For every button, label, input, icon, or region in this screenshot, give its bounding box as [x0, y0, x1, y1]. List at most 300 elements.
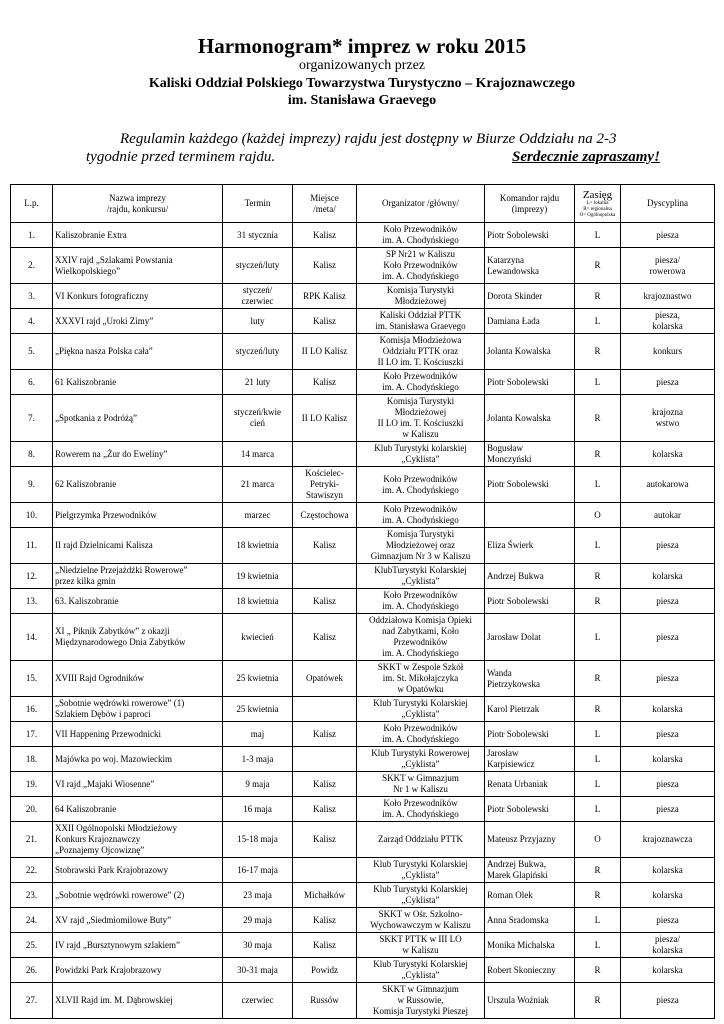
commander-cell [485, 614, 575, 661]
scope-cell [575, 661, 621, 697]
event-name-cell-text: 63. Kaliszobranie [55, 595, 119, 606]
organizer-cell [357, 564, 485, 589]
commander-cell-text: Jolanta Kowalska [487, 412, 551, 423]
place-cell [293, 908, 357, 933]
commander-cell-text: Piotr Sobolewski [487, 803, 549, 814]
discipline-cell-text: piesza [656, 229, 679, 240]
organizer-cell [357, 858, 485, 883]
scope-cell-text: R [594, 346, 601, 356]
organizer-cell-text: Klub Turystyki Rowerowej „Cyklista” [371, 748, 470, 769]
event-name-cell [53, 442, 223, 467]
discipline-cell [621, 797, 715, 822]
event-name-cell [53, 908, 223, 933]
organizer-cell [357, 370, 485, 395]
column-header-term: Termin [223, 185, 293, 223]
scope-cell-text: L [594, 376, 601, 387]
scope-cell-text: L [594, 229, 601, 240]
commander-cell [485, 858, 575, 883]
term-cell [223, 722, 293, 747]
discipline-cell [621, 334, 715, 370]
place-cell [293, 442, 357, 467]
term-cell-text: styczeń/luty [235, 260, 280, 270]
place-cell [293, 248, 357, 284]
discipline-cell-text: kolarska [652, 753, 683, 764]
scope-cell-text: L [594, 914, 601, 925]
column-header-discipline: Dyscyplina [621, 185, 715, 223]
organizer-cell-text: Koło Przewodników im. A. Chodyńskiego [382, 224, 459, 245]
event-name-cell-text: XXIV rajd „Szlakami Powstania Wielkopolskiego” [55, 254, 173, 276]
place-cell [293, 334, 357, 370]
events-schedule-table [10, 184, 715, 1019]
scope-cell-text: L [594, 803, 601, 814]
place-cell-text: Kalisz [313, 803, 336, 814]
event-name-cell [53, 747, 223, 772]
discipline-cell-text: konkurs [653, 346, 682, 356]
event-name-cell-text: „Piękna nasza Polska cała” [55, 346, 153, 356]
commander-cell-text: Robert Skonieczny [487, 964, 556, 975]
organizer-cell [357, 334, 485, 370]
scope-cell [575, 797, 621, 822]
term-cell-text: 23 maja [243, 889, 272, 900]
commander-cell-text: Karol Pietrzak [487, 703, 540, 714]
commander-cell [485, 722, 575, 747]
place-cell [293, 697, 357, 722]
lp-cell [11, 772, 53, 797]
lp-cell-text: 21. [25, 834, 38, 844]
scope-cell-text: R [594, 995, 601, 1005]
lp-cell-text: 16. [25, 703, 38, 714]
commander-cell-text: Damiana Łada [487, 315, 540, 326]
commander-cell [485, 983, 575, 1019]
column-header-name: Nazwa imprezy /rajdu, konkursu/ [53, 185, 223, 223]
table-row [11, 442, 715, 467]
lp-cell-text: 13. [25, 595, 38, 606]
table-row [11, 467, 715, 503]
commander-cell [485, 395, 575, 442]
place-cell-text: Kalisz [313, 315, 336, 326]
organizer-cell [357, 309, 485, 334]
event-name-cell-text: Rowerem na „Żur do Eweliny” [55, 448, 168, 459]
organizer-cell [357, 822, 485, 858]
place-cell [293, 564, 357, 589]
lp-cell-text: 17. [25, 728, 38, 739]
commander-cell-text: Wanda Pietrzykowska [487, 667, 540, 689]
term-cell [223, 309, 293, 334]
organizer-cell-text: Oddziałowa Komisja Opieki nad Zabytkami, Koło Przewodników im. A. Chodyńskiego [369, 615, 472, 658]
term-cell [223, 983, 293, 1019]
lp-cell [11, 589, 53, 614]
organizer-cell-text: Komisja Turystyki Młodzieżowej oraz Gimnazjum Nr 3 w Kaliszu [370, 529, 471, 561]
place-cell-text: Kalisz [313, 914, 336, 925]
organizer-cell-text: Koło Przewodników im. A. Chodyńskiego [382, 371, 459, 392]
organizer-cell-text: Klub Turystyki Kolarskiej „Cyklista” [373, 859, 468, 880]
organizer-cell-text: Klub Turystyki Kolarskiej „Cyklista” [373, 959, 468, 980]
event-name-cell [53, 467, 223, 503]
term-cell-text: marzec [244, 509, 271, 520]
discipline-cell [621, 883, 715, 908]
event-name-cell-text: Kaliszobranie Extra [55, 229, 127, 240]
event-name-cell [53, 309, 223, 334]
lp-cell-text: 23. [25, 889, 38, 900]
scope-cell [575, 589, 621, 614]
commander-cell [485, 503, 575, 528]
organizer-cell-text: Kaliski Oddział PTTK im. Stanisława Graevego [375, 310, 466, 331]
organizer-cell-text: Klub Turystyki kolarskiej „Cyklista” [374, 443, 467, 464]
commander-cell [485, 772, 575, 797]
commander-cell-text: Piotr Sobolewski [487, 595, 549, 606]
scope-cell [575, 697, 621, 722]
event-name-cell-text: XXXVI rajd „Uroki Zimy” [55, 315, 154, 326]
organizer-cell [357, 983, 485, 1019]
lp-cell-text: 24. [25, 914, 38, 925]
event-name-cell [53, 503, 223, 528]
organizer-cell-text: Koło Przewodników im. A. Chodyńskiego [382, 504, 459, 525]
discipline-cell [621, 908, 715, 933]
table-row [11, 858, 715, 883]
event-name-cell [53, 528, 223, 564]
lp-cell [11, 908, 53, 933]
event-name-cell-text: IV rajd „Bursztynowym szlakiem” [55, 939, 181, 950]
event-name-cell-text: 62 Kaliszobranie [55, 479, 117, 489]
organizer-cell-text: Klub Turystyki Kolarskiej „Cyklista” [373, 698, 468, 719]
term-cell-text: 16-17 maja [237, 864, 278, 875]
place-cell-text: Michałków [304, 889, 345, 900]
lp-cell [11, 958, 53, 983]
scope-cell [575, 908, 621, 933]
lp-cell [11, 747, 53, 772]
document-subtitle: organizowanych przez [298, 58, 426, 73]
scope-cell [575, 223, 621, 248]
scope-cell-text: L [594, 315, 601, 326]
lp-cell-text: 6. [28, 376, 35, 387]
place-cell [293, 395, 357, 442]
organization-patron: im. Stanisława Graevego [287, 93, 437, 108]
event-name-cell [53, 284, 223, 309]
discipline-cell-text: piesza [656, 595, 679, 606]
lp-cell-text: 26. [25, 964, 38, 975]
place-cell [293, 614, 357, 661]
scope-cell-text: R [594, 570, 601, 581]
lp-cell-text: 9. [28, 479, 35, 489]
discipline-cell [621, 983, 715, 1019]
term-cell [223, 528, 293, 564]
place-cell-text: Kalisz [313, 728, 336, 739]
discipline-cell-text: autokar [654, 509, 681, 520]
term-cell-text: maj [250, 728, 265, 739]
discipline-cell [621, 722, 715, 747]
lp-cell [11, 467, 53, 503]
scope-cell-text: R [594, 673, 601, 683]
term-cell [223, 958, 293, 983]
organizer-cell [357, 797, 485, 822]
commander-cell [485, 908, 575, 933]
lp-cell-text: 11. [26, 540, 37, 550]
discipline-cell [621, 442, 715, 467]
event-name-cell [53, 395, 223, 442]
lp-cell [11, 983, 53, 1019]
scope-cell-text: R [594, 290, 601, 301]
commander-cell-text: Roman Olek [487, 889, 533, 900]
table-row [11, 248, 715, 284]
term-cell-text: 25 kwietnia [236, 673, 279, 683]
column-header-place: Miejsce /meta/ [293, 185, 357, 223]
event-name-cell-text: XI „ Piknik Zabytków” z okazji Międzynarodowego Dnia Zabytków [55, 626, 186, 647]
term-cell [223, 564, 293, 589]
term-cell [223, 395, 293, 442]
lp-cell-text: 10. [25, 509, 38, 520]
organizer-cell [357, 614, 485, 661]
term-cell [223, 614, 293, 661]
place-cell [293, 309, 357, 334]
scope-cell-text: R [594, 964, 601, 975]
table-row [11, 661, 715, 697]
table-row [11, 309, 715, 334]
term-cell-text: kwiecień [241, 631, 274, 642]
lp-cell-text: 20. [25, 803, 38, 814]
commander-cell [485, 284, 575, 309]
event-name-cell [53, 223, 223, 248]
table-row [11, 722, 715, 747]
event-name-cell [53, 958, 223, 983]
commander-cell-text: Piotr Sobolewski [487, 376, 549, 387]
event-name-cell [53, 248, 223, 284]
scope-cell [575, 858, 621, 883]
place-cell-text: Russów [310, 995, 339, 1005]
commander-cell [485, 747, 575, 772]
event-name-cell [53, 933, 223, 958]
table-row [11, 797, 715, 822]
commander-cell-text: Renata Urbaniak [487, 778, 548, 789]
discipline-cell-text: kolarska [652, 570, 683, 581]
scope-cell [575, 334, 621, 370]
organizer-cell [357, 589, 485, 614]
scope-header-label: Zasięg [582, 188, 613, 201]
lp-cell [11, 309, 53, 334]
discipline-cell-text: piesza [656, 914, 679, 925]
discipline-cell [621, 933, 715, 958]
term-cell [223, 284, 293, 309]
scope-cell [575, 747, 621, 772]
lp-cell [11, 334, 53, 370]
document-title: Harmonogram* imprez w roku 2015 [197, 34, 527, 58]
commander-cell [485, 564, 575, 589]
place-cell [293, 223, 357, 248]
table-row [11, 503, 715, 528]
table-row [11, 370, 715, 395]
event-name-cell-text: „Niedzielne Przejażdżki Rowerowe” przez kilka gmin [55, 565, 188, 586]
lp-cell [11, 883, 53, 908]
place-cell [293, 858, 357, 883]
place-cell [293, 528, 357, 564]
lp-cell [11, 797, 53, 822]
place-cell [293, 772, 357, 797]
term-cell [223, 822, 293, 858]
discipline-cell-text: piesza [656, 631, 679, 642]
scope-cell [575, 370, 621, 395]
place-cell [293, 747, 357, 772]
term-cell-text: 9 maja [245, 778, 270, 789]
lp-cell-text: 25. [25, 939, 38, 950]
lp-cell [11, 395, 53, 442]
place-cell [293, 797, 357, 822]
place-cell-text: Kalisz [313, 376, 336, 387]
column-header-lp: L.p. [11, 185, 53, 223]
scope-cell-text: R [594, 260, 601, 270]
regulations-note-line1: Regulamin każdego (każdej imprezy) rajdu jest dostępny w Biurze Oddziału na 2-3 [120, 131, 617, 147]
table-row [11, 564, 715, 589]
discipline-cell-text: kolarska [652, 703, 683, 714]
event-name-cell-text: II rajd Dzielnicami Kalisza [55, 540, 153, 550]
place-cell [293, 958, 357, 983]
organizer-cell [357, 223, 485, 248]
commander-cell-text: Jolanta Kowalska [487, 346, 551, 356]
discipline-cell [621, 747, 715, 772]
discipline-cell-text: piesza/ kolarska [652, 934, 683, 955]
term-cell-text: 21 marca [240, 479, 275, 489]
invitation-text: Serdecznie zapraszamy! [512, 149, 660, 165]
organizer-cell [357, 933, 485, 958]
place-cell-text: II LO Kalisz [301, 412, 348, 423]
discipline-cell [621, 223, 715, 248]
place-cell [293, 589, 357, 614]
discipline-cell [621, 370, 715, 395]
regulations-note-line2: tygodnie przed terminem rajdu. [86, 149, 276, 165]
discipline-cell [621, 697, 715, 722]
scope-cell [575, 883, 621, 908]
table-row [11, 933, 715, 958]
term-cell [223, 467, 293, 503]
place-cell-text: Kalisz [313, 260, 336, 270]
place-cell-text: Kalisz [313, 939, 336, 950]
place-cell [293, 983, 357, 1019]
scope-cell [575, 564, 621, 589]
commander-cell [485, 661, 575, 697]
place-cell-text: Opatówek [306, 673, 343, 683]
event-name-cell [53, 722, 223, 747]
discipline-cell [621, 772, 715, 797]
lp-cell-text: 18. [25, 753, 38, 764]
term-cell [223, 747, 293, 772]
discipline-cell [621, 614, 715, 661]
scope-cell-text: L [594, 728, 601, 739]
discipline-cell-text: piesza [656, 803, 679, 814]
organizer-cell-text: Komisja Turystyki Młodzieżowej II LO im. T. Kościuszki w Kaliszu [377, 396, 464, 439]
scope-cell [575, 933, 621, 958]
commander-cell-text: Bogusław Monczyński [487, 443, 532, 464]
term-cell [223, 772, 293, 797]
scope-cell [575, 467, 621, 503]
event-name-cell [53, 858, 223, 883]
place-cell [293, 883, 357, 908]
event-name-cell-text: „Sobotnie wędrówki rowerowe” (1) Szlakiem Dębów i paproci [55, 698, 185, 719]
event-name-cell-text: VI Konkurs fotograficzny [55, 290, 149, 301]
event-name-cell [53, 983, 223, 1019]
event-name-cell-text: 64 Kaliszobranie [55, 803, 117, 814]
table-row [11, 697, 715, 722]
place-cell [293, 370, 357, 395]
table-row [11, 908, 715, 933]
table-row [11, 334, 715, 370]
discipline-cell-text: piesza [656, 778, 679, 789]
discipline-cell [621, 528, 715, 564]
event-name-cell-text: 61 Kaliszobranie [55, 376, 117, 387]
organizer-cell [357, 395, 485, 442]
table-row [11, 528, 715, 564]
commander-cell [485, 958, 575, 983]
term-cell-text: 19 kwietnia [236, 570, 279, 581]
event-name-cell [53, 589, 223, 614]
commander-cell-text: Jarosław Karpisiewicz [487, 748, 535, 769]
lp-cell [11, 722, 53, 747]
discipline-cell-text: kolarska [652, 448, 683, 459]
scope-cell-text: L [594, 939, 601, 950]
place-cell [293, 822, 357, 858]
commander-cell [485, 933, 575, 958]
place-cell-text: Kalisz [313, 229, 336, 240]
event-name-cell [53, 822, 223, 858]
event-name-cell-text: XLVII Rajd im. M. Dąbrowskiej [55, 995, 173, 1005]
organizer-cell-text: SKKT w Zespole Szkół im. St. Mikołajczyka w Opatówku [377, 662, 464, 694]
scope-cell [575, 309, 621, 334]
organizer-cell [357, 661, 485, 697]
term-cell-text: czerwiec [241, 995, 274, 1005]
commander-cell-text: Eliza Świerk [487, 540, 534, 550]
lp-cell-text: 14. [25, 631, 38, 642]
commander-cell-text: Piotr Sobolewski [487, 229, 549, 240]
organizer-cell-text: SP Nr21 w Kaliszu Koło Przewodników im. A. Chodyńskiego [382, 249, 459, 281]
scope-cell [575, 614, 621, 661]
scope-cell-text: L [594, 479, 601, 489]
organizer-cell-text: SKKT PTTK w III LO w Kaliszu [379, 934, 462, 955]
lp-cell-text: 5. [28, 346, 35, 356]
discipline-cell [621, 467, 715, 503]
commander-cell-text: Anna Sradomska [487, 914, 549, 925]
place-cell-text: Częstochowa [300, 509, 349, 520]
commander-cell-text: Piotr Sobolewski [487, 479, 549, 489]
discipline-cell [621, 395, 715, 442]
discipline-cell [621, 589, 715, 614]
table-row [11, 983, 715, 1019]
event-name-cell [53, 797, 223, 822]
term-cell [223, 661, 293, 697]
event-name-cell [53, 564, 223, 589]
term-cell-text: 18 kwietnia [236, 595, 279, 606]
lp-cell-text: 8. [28, 448, 35, 459]
organizer-cell [357, 284, 485, 309]
term-cell-text: luty [250, 315, 265, 326]
organizer-cell [357, 747, 485, 772]
event-name-cell-text: „Spotkania z Podróżą” [55, 412, 137, 423]
table-row [11, 284, 715, 309]
event-name-cell-text: XVIII Rajd Ogrodników [55, 673, 144, 683]
term-cell [223, 442, 293, 467]
scope-cell-text: R [594, 448, 601, 459]
lp-cell [11, 614, 53, 661]
organizer-cell [357, 528, 485, 564]
table-row [11, 589, 715, 614]
table-row [11, 883, 715, 908]
scope-cell [575, 958, 621, 983]
term-cell [223, 370, 293, 395]
lp-cell [11, 528, 53, 564]
event-name-cell [53, 772, 223, 797]
organization-name: Kaliski Oddział Polskiego Towarzystwa Turystyczno – Krajoznawczego [148, 76, 576, 91]
discipline-cell-text: krajoznawcza [642, 834, 693, 844]
discipline-cell-text: piesza [656, 673, 679, 683]
term-cell [223, 908, 293, 933]
scope-cell-text: L [594, 753, 601, 764]
discipline-cell-text: krajozna wstwo [652, 407, 683, 428]
